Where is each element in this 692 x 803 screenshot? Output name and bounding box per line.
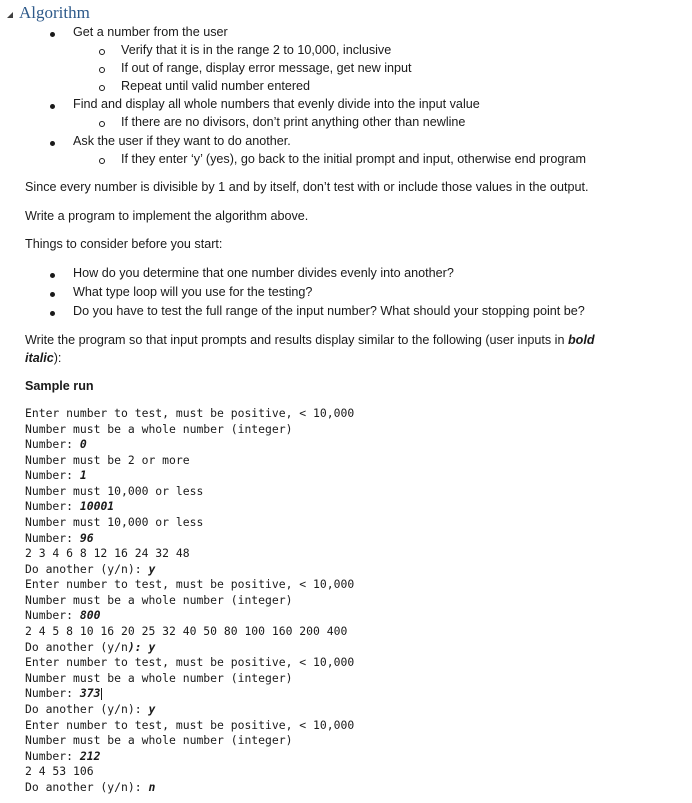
console-line: Number must be a whole number (integer) bbox=[25, 733, 293, 747]
circle-bullet-icon bbox=[99, 61, 105, 77]
heading-title: Algorithm bbox=[19, 3, 90, 22]
divisibility-note: Since every number is divisible by 1 and by itself, don’t test with or include those values in the output. bbox=[25, 180, 589, 194]
console-line: Enter number to test, must be positive, < 10,000 bbox=[25, 718, 355, 732]
circle-bullet-icon bbox=[99, 115, 105, 131]
algorithm-step-2: Find and display all whole numbers that evenly divide into the input value bbox=[73, 97, 480, 111]
console-line: Number must 10,000 or less bbox=[25, 484, 204, 498]
console-line: Number must be a whole number (integer) bbox=[25, 593, 293, 607]
console-line: 2 4 53 106 bbox=[25, 764, 94, 778]
algorithm-substep: If there are no divisors, don’t print anything other than newline bbox=[121, 115, 466, 129]
algorithm-step-3: Ask the user if they want to do another. bbox=[73, 134, 291, 148]
text-cursor bbox=[101, 688, 102, 700]
format-note-line-1: Write the program so that input prompts and results display similar to the following (user inputs in bold bbox=[25, 333, 595, 347]
algorithm-heading bbox=[7, 1, 90, 25]
consider-item: How do you determine that one number divides evenly into another? bbox=[73, 266, 454, 280]
console-line: Number: 800 bbox=[25, 608, 101, 622]
algorithm-substep: Repeat until valid number entered bbox=[121, 79, 311, 93]
console-line: Enter number to test, must be positive, < 10,000 bbox=[25, 406, 355, 420]
console-line: Number: 1 bbox=[25, 468, 87, 482]
circle-bullet-icon bbox=[99, 43, 105, 59]
console-line: Enter number to test, must be positive, < 10,000 bbox=[25, 577, 355, 591]
algorithm-substep: Verify that it is in the range 2 to 10,000, inclusive bbox=[121, 43, 392, 57]
algorithm-step-1: Get a number from the user bbox=[73, 25, 228, 39]
circle-bullet-icon bbox=[99, 79, 105, 95]
console-line: Do another (y/n): y bbox=[25, 702, 156, 716]
console-line: Enter number to test, must be positive, < 10,000 bbox=[25, 655, 355, 669]
bullet-icon bbox=[50, 304, 55, 320]
console-line: Do another (y/n): y bbox=[25, 562, 156, 576]
console-line: 2 4 5 8 10 16 20 25 32 40 50 80 100 160 200 400 bbox=[25, 624, 348, 638]
collapse-triangle-icon[interactable] bbox=[7, 12, 13, 18]
bold-italic-word: bold bbox=[567, 333, 595, 347]
bold-italic-word: italic bbox=[25, 351, 54, 365]
console-line: Number: 96 bbox=[25, 531, 94, 545]
console-line: Number must be a whole number (integer) bbox=[25, 671, 293, 685]
console-line: 2 3 4 6 8 12 16 24 32 48 bbox=[25, 546, 190, 560]
bullet-icon bbox=[50, 97, 55, 113]
instruction-text: Write a program to implement the algorithm above. bbox=[25, 209, 309, 223]
bullet-icon bbox=[50, 134, 55, 150]
consider-item: What type loop will you use for the testing? bbox=[73, 285, 313, 299]
consider-heading: Things to consider before you start: bbox=[25, 237, 223, 251]
algorithm-substep: If they enter ‘y’ (yes), go back to the initial prompt and input, otherwise end program bbox=[121, 152, 587, 166]
console-line: Do another (y/n): n bbox=[25, 780, 156, 794]
format-note-line-2: italic): bbox=[25, 351, 62, 365]
console-line: Number: 0 bbox=[25, 437, 87, 451]
bullet-icon bbox=[50, 25, 55, 41]
consider-item: Do you have to test the full range of the input number? What should your stopping point be? bbox=[73, 304, 585, 318]
console-line: Number: 373 bbox=[25, 686, 101, 700]
console-line: Number: 212 bbox=[25, 749, 101, 763]
console-line: Number must be 2 or more bbox=[25, 453, 190, 467]
console-line: Number must be a whole number (integer) bbox=[25, 422, 293, 436]
console-line: Number: 10001 bbox=[25, 499, 115, 513]
console-line: Do another (y/n): y bbox=[25, 640, 156, 654]
algorithm-substep: If out of range, display error message, get new input bbox=[121, 61, 412, 75]
circle-bullet-icon bbox=[99, 152, 105, 168]
console-line: Number must 10,000 or less bbox=[25, 515, 204, 529]
bullet-icon bbox=[50, 285, 55, 301]
bullet-icon bbox=[50, 266, 55, 282]
sample-run-heading: Sample run bbox=[25, 379, 94, 393]
